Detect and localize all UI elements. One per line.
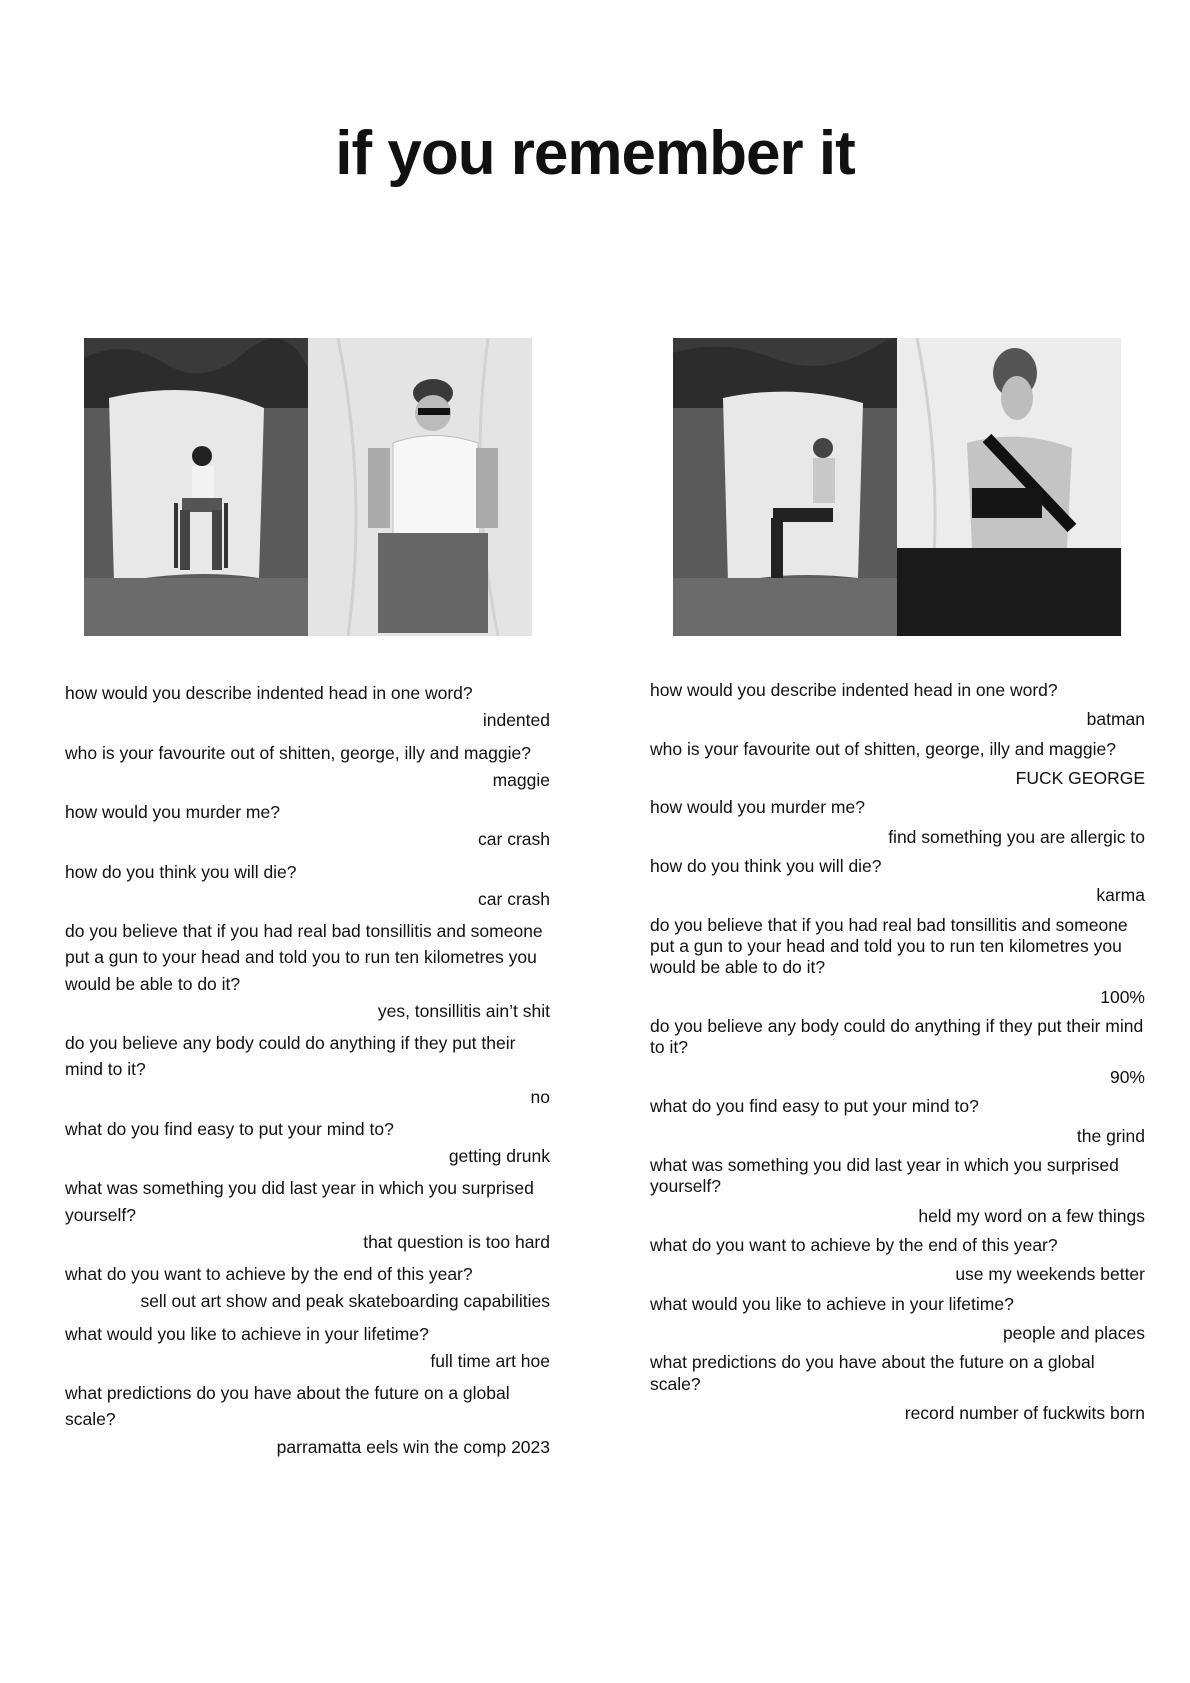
question: how would you murder me? [65,802,280,822]
photo-close-left [308,338,532,636]
qa-item [650,1096,1145,1147]
question: who is your favourite out of shitten, george, illy and maggie? [65,742,531,763]
question: do you believe that if you had real bad tonsillitis and someone put a gun to your head and told you to run ten kilometres you would be able to do it? [650,914,1128,978]
question: how would you describe indented head in one word? [65,683,473,703]
photo-placeholder-icon [673,338,897,636]
question: what would you like to achieve in your lifetime? [650,1293,1014,1314]
qa-item [65,799,550,853]
answer: use my weekends better [955,1264,1145,1285]
answer: FUCK GEORGE [1015,768,1145,789]
question: how would you describe indented head in one word? [650,680,1058,700]
answer: indented [482,710,550,731]
photo-pair-left [84,338,532,636]
answer: 90% [1109,1066,1145,1087]
photo-wide-right [673,338,897,636]
photo-placeholder-icon [897,338,1121,636]
answer: full time art hoe [430,1350,550,1371]
question: what was something you did last year in which you surprised yourself? [650,1154,1119,1197]
qa-item [650,1352,1145,1424]
answer: maggie [492,769,550,790]
answer: yes, tonsillitis ain’t shit [377,1000,550,1021]
question: how do you think you will die? [65,861,297,882]
question: how do you think you will die? [650,856,882,877]
answer: parramatta eels win the comp 2023 [276,1436,550,1457]
question: do you believe that if you had real bad tonsillitis and someone put a gun to your head and told you to run ten kilometres you would be able to do it? [65,921,543,994]
answer: karma [1096,885,1145,906]
qa-item [65,1175,550,1255]
answer: record number of fuckwits born [904,1402,1145,1423]
question: what do you want to achieve by the end of this year? [65,1264,473,1284]
photo-close-right [897,338,1121,636]
question: what predictions do you have about the future on a global scale? [65,1383,510,1430]
qa-item [650,915,1145,1008]
question: do you believe any body could do anything if they put their mind to it? [650,1016,1144,1058]
question: how would you murder me? [650,797,865,818]
qa-item [650,797,1145,848]
qa-item [650,1155,1145,1227]
qa-item [65,1380,550,1460]
answer: car crash [478,829,550,850]
qa-item [650,680,1145,731]
answer: getting drunk [448,1146,550,1166]
qa-item [65,1116,550,1170]
question: what do you find easy to put your mind to? [65,1118,394,1139]
answer: people and places [1002,1322,1145,1343]
question: what would you like to achieve in your lifetime? [65,1323,429,1344]
photo-wide-left [84,338,308,636]
photo-pair-right [673,338,1121,636]
question: who is your favourite out of shitten, george, illy and maggie? [650,738,1116,759]
qa-item [65,859,550,913]
qa-item [65,1261,550,1315]
question: do you believe any body could do anything if they put their mind to it? [65,1033,516,1080]
qa-item [650,856,1145,907]
answer: batman [1086,709,1145,730]
answer: that question is too hard [363,1231,550,1252]
qa-item [650,1235,1145,1286]
answer: the grind [1076,1125,1145,1146]
page-title: if you remember it [335,119,855,188]
photo-placeholder-icon [84,338,308,636]
answer: find something you are allergic to [888,826,1145,847]
qa-item [650,1294,1145,1345]
answer: held my word on a few things [918,1205,1145,1226]
question: what do you find easy to put your mind to? [650,1096,979,1117]
question: what was something you did last year in which you surprised yourself? [65,1178,534,1225]
photo-placeholder-icon [308,338,532,636]
qa-item [65,918,550,1024]
qa-item [65,1321,550,1375]
qa-item [65,1030,550,1110]
qa-column-left [65,680,550,1466]
answer: no [530,1086,550,1107]
qa-item [65,740,550,794]
question: what do you want to achieve by the end of this year? [650,1234,1058,1255]
question: what predictions do you have about the future on a global scale? [650,1352,1095,1394]
answer: car crash [478,888,550,909]
answer: 100% [1100,986,1145,1007]
qa-item [650,1016,1145,1088]
qa-item [650,739,1145,790]
qa-item [65,680,550,734]
qa-column-right [650,680,1145,1432]
answer: sell out art show and peak skateboarding capabilities [140,1291,550,1312]
